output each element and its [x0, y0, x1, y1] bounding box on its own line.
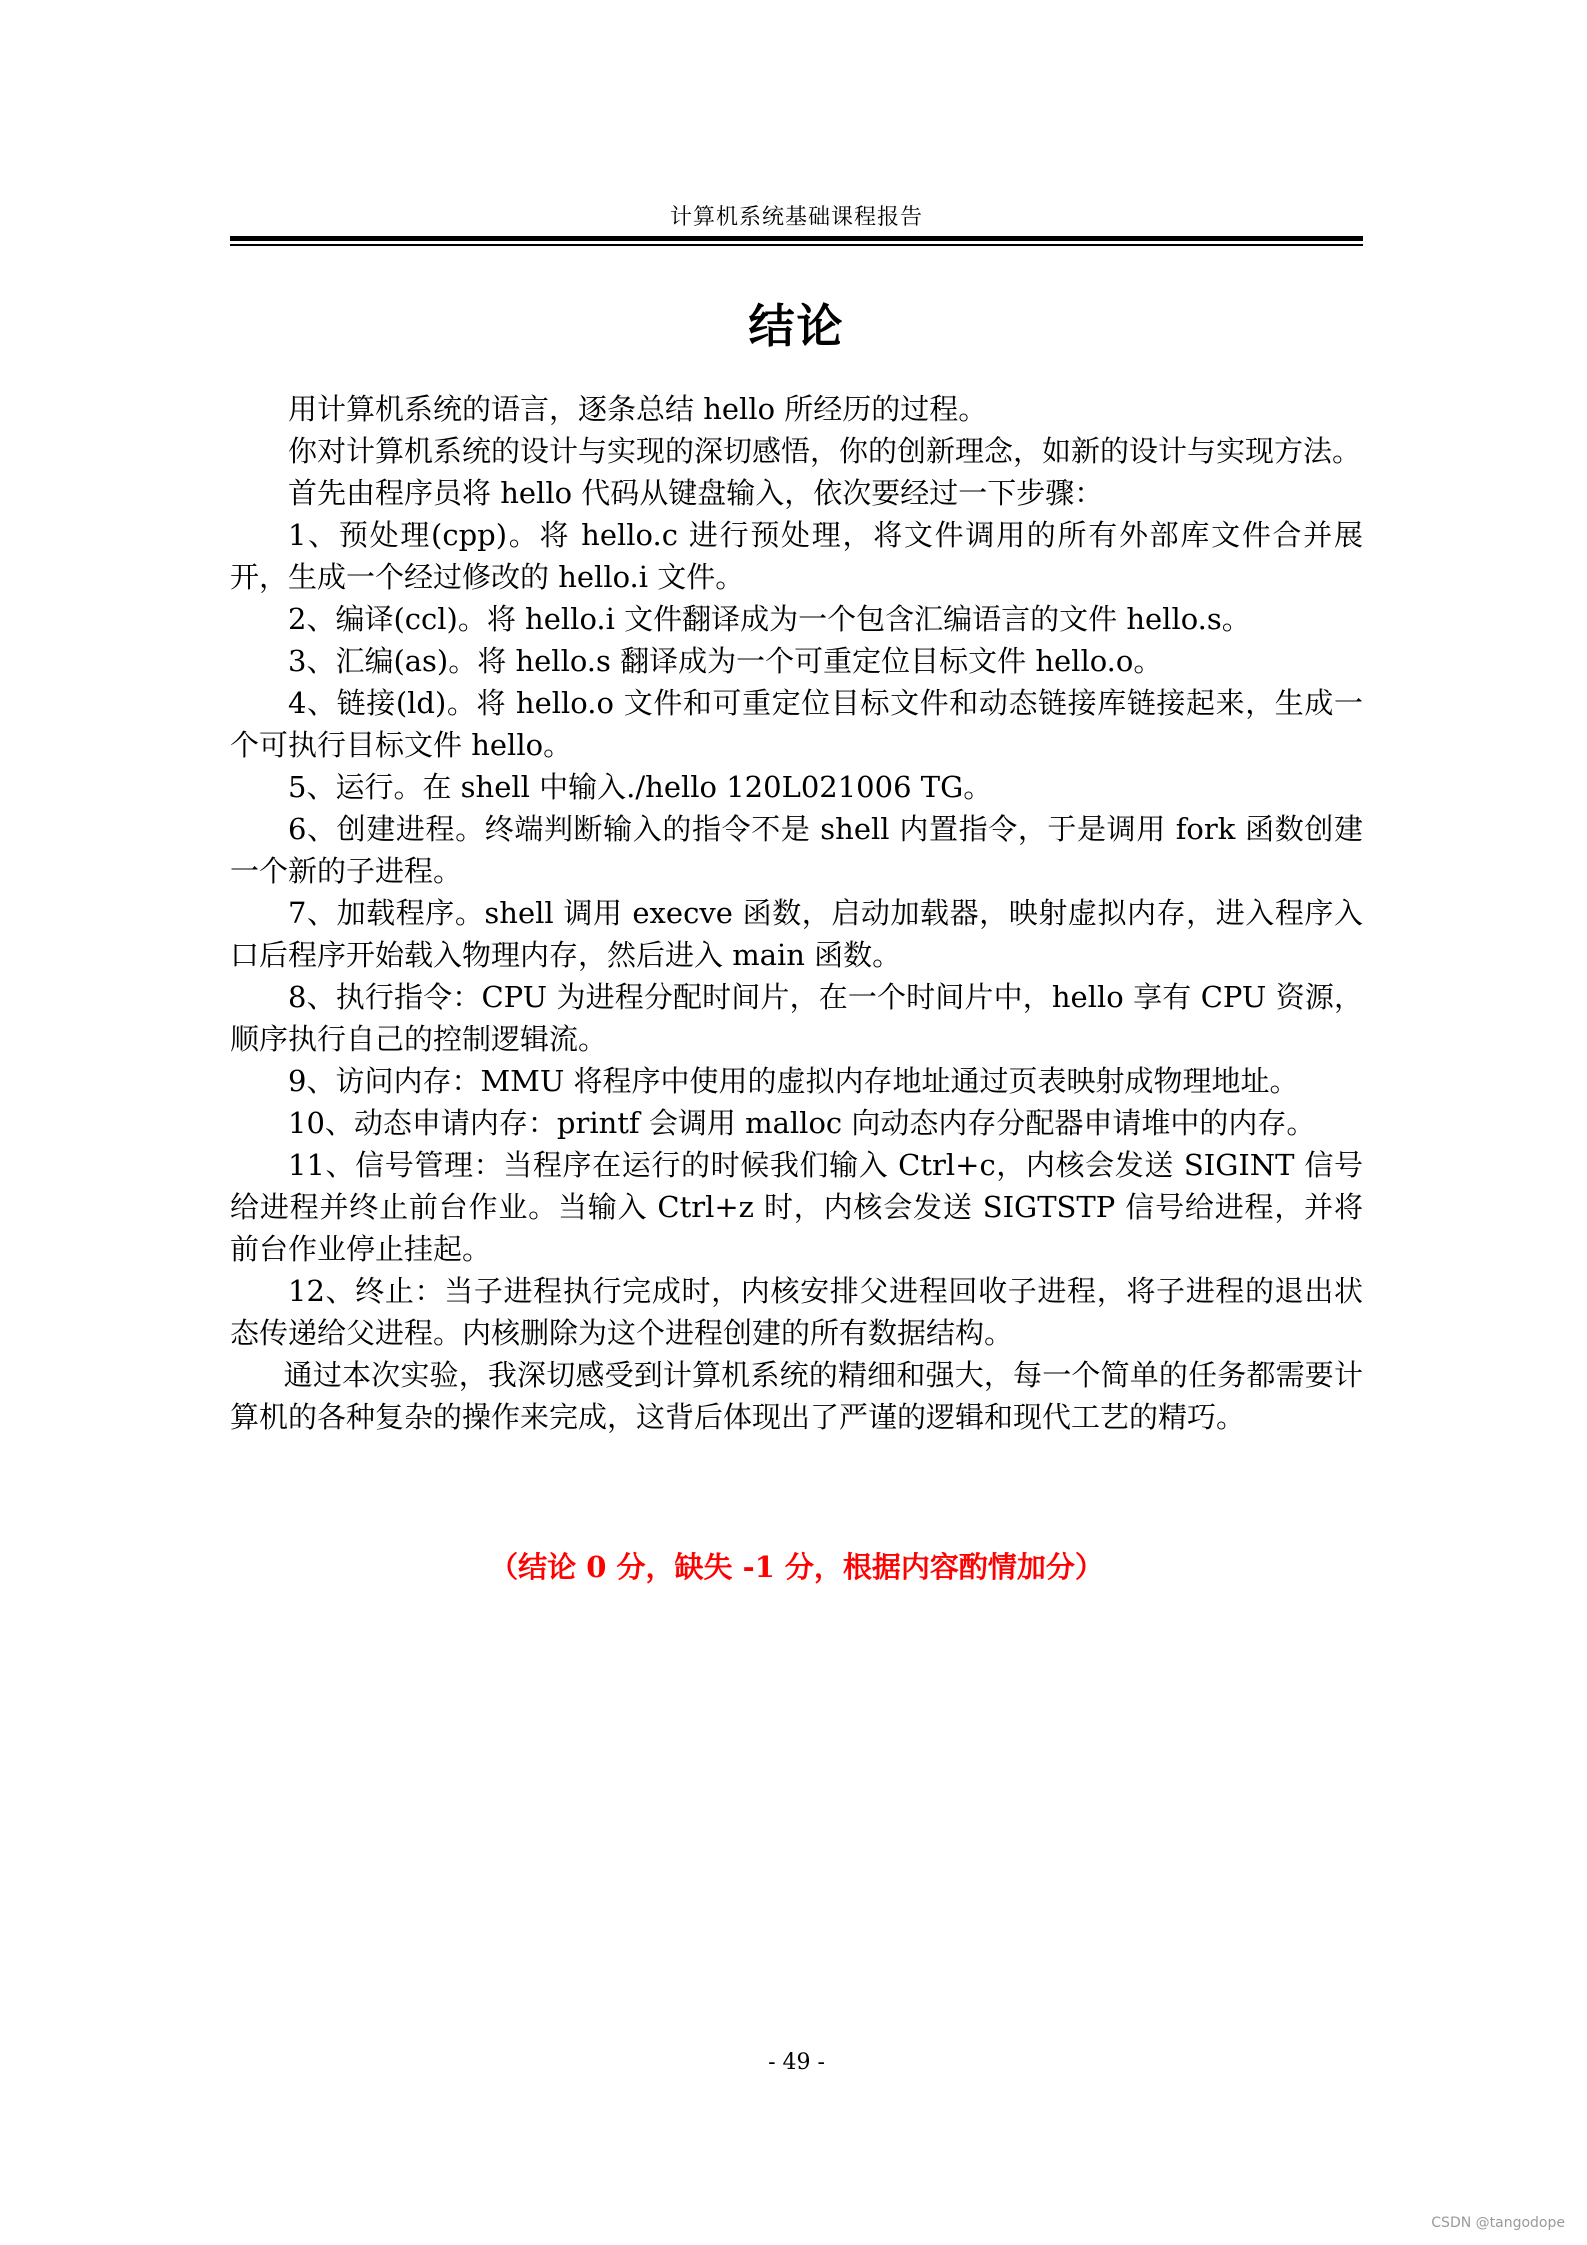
- section-title: 结论: [748, 299, 845, 353]
- header-rule-thin: [230, 244, 1363, 246]
- body-text: [230, 388, 1363, 1438]
- paragraph: 你对计算机系统的设计与实现的深切感悟，你的创新理念，如新的设计与实现方法。: [288, 434, 1362, 468]
- step-item: 2、编译(ccl)。将 hello.i 文件翻译成为一个包含汇编语言的文件 hello.s。: [288, 602, 1251, 636]
- grading-note: （结论 0 分，缺失 -1 分，根据内容酌情加分）: [489, 1550, 1104, 1584]
- step-item: 4、链接(ld)。将 hello.o 文件和可重定位目标文件和动态链接库链接起来，生成一个可执行目标文件 hello。: [230, 686, 1363, 762]
- step-item: 3、汇编(as)。将 hello.s 翻译成为一个可重定位目标文件 hello.o。: [288, 644, 1163, 678]
- paragraph: 首先由程序员将 hello 代码从键盘输入，依次要经过一下步骤：: [288, 476, 1104, 510]
- closing-paragraph: 通过本次实验，我深切感受到计算机系统的精细和强大，每一个简单的任务都需要计算机的各种复杂的操作来完成，这背后体现出了严谨的逻辑和现代工艺的精巧。: [230, 1358, 1363, 1434]
- step-item: 10、动态申请内存：printf 会调用 malloc 向动态内存分配器申请堆中的内存。: [288, 1106, 1316, 1140]
- running-header: 计算机系统基础课程报告: [669, 205, 923, 230]
- step-item: 5、运行。在 shell 中输入./hello 120L021006 TG。: [288, 770, 993, 804]
- watermark: CSDN @tangodope: [1431, 2215, 1565, 2231]
- step-item: 8、执行指令：CPU 为进程分配时间片，在一个时间片中，hello 享有 CPU 资源， 顺序执行自己的控制逻辑流。: [230, 980, 1363, 1056]
- step-item: 11、信号管理：当程序在运行的时候我们输入 Ctrl+c，内核会发送 SIGINT 信号给进程并终止前台作业。当输入 Ctrl+z 时，内核会发送 SIGTSTP 信号给进程，并将前台作业停止挂起。: [230, 1148, 1363, 1266]
- step-item: 7、加载程序。shell 调用 execve 函数，启动加载器，映射虚拟内存，进入程序入口后程序开始载入物理内存，然后进入 main 函数。: [230, 896, 1363, 972]
- step-item: 1、预处理(cpp)。将 hello.c 进行预处理，将文件调用的所有外部库文件合并展开，生成一个经过修改的 hello.i 文件。: [230, 518, 1363, 594]
- step-item: 9、访问内存：MMU 将程序中使用的虚拟内存地址通过页表映射成物理地址。: [288, 1064, 1299, 1098]
- paragraph: 用计算机系统的语言，逐条总结 hello 所经历的过程。: [288, 392, 988, 426]
- header-rule-thick: [230, 236, 1363, 241]
- step-item: 6、创建进程。终端判断输入的指令不是 shell 内置指令，于是调用 fork 函数创建一个新的子进程。: [230, 812, 1363, 888]
- step-item: 12、终止：当子进程执行完成时，内核安排父进程回收子进程，将子进程的退出状态传递给父进程。内核删除为这个进程创建的所有数据结构。: [230, 1274, 1363, 1350]
- page-number: - 49 -: [768, 2050, 825, 2075]
